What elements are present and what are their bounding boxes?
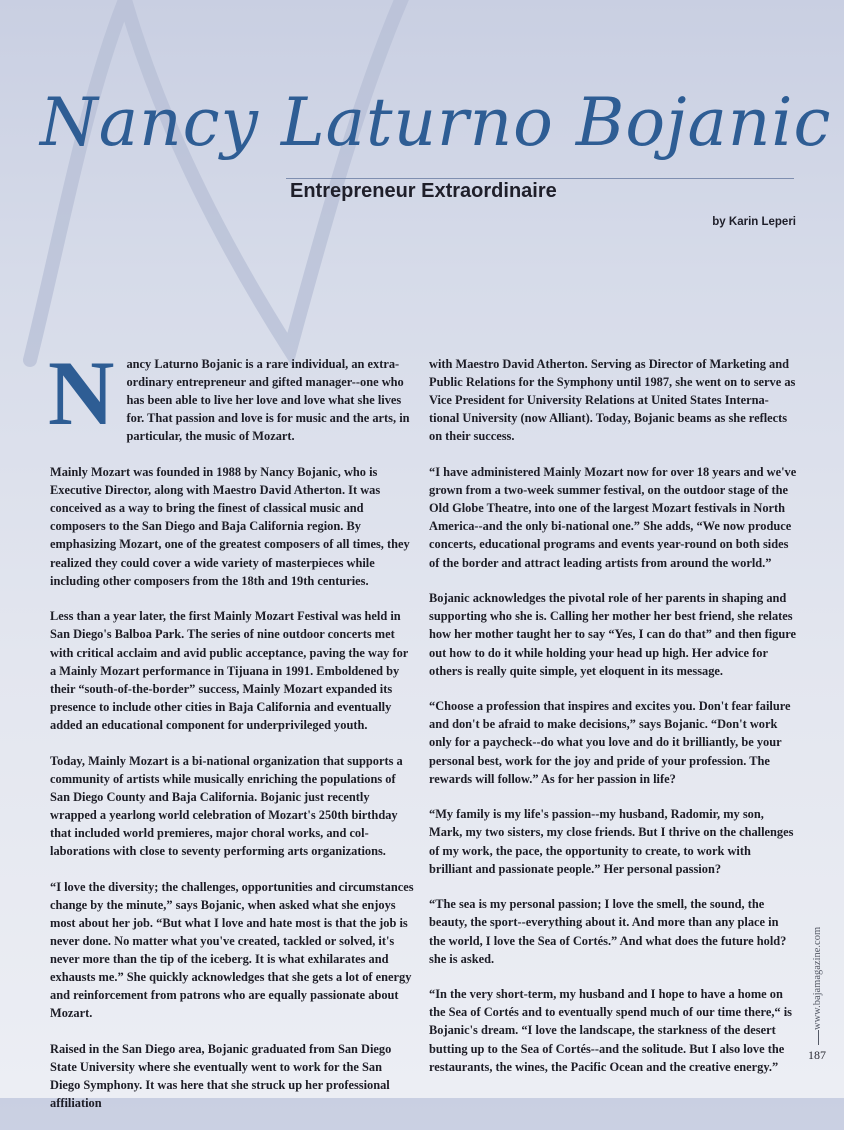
- paragraph-text: ancy Laturno Bojanic is a rare individual, an extra-ordinary entrepreneur and gifted manager--one who has been able to live her love and love what she lives for. That passion and love is for music and the arts, in particular, the music of Mozart.: [126, 357, 410, 444]
- paragraph: [48, 342, 414, 445]
- paragraph: “The sea is my personal passion; I love the smell, the sound, the beauty, the sport--everything about it. And more than any place in the world, I love the Sea of Cortés.” And what does the future hold? she is asked.: [429, 897, 787, 966]
- paragraph: with Maestro David Atherton. Serving as Director of Marketing and Public Relations for the Symphony until 1987, she went on to serve as Vice President for University Relations at United States Interna-tional University (now Alliant). Today, Bojanic beams as she reflects on their success.: [429, 357, 796, 444]
- paragraph: Raised in the San Diego area, Bojanic graduated from San Diego State University where she eventually went to work for the San Diego Symphony. It was here that she struck up her professional affiliation: [50, 1042, 392, 1111]
- left-column: [48, 342, 414, 1130]
- article-subtitle: Entrepreneur Extraordinaire: [290, 180, 557, 202]
- paragraph: Less than a year later, the first Mainly Mozart Festival was held in San Diego's Balboa Park. The series of nine outdoor concerts met with critical acclaim and avid public acceptance, paving the way for a Mainly Mozart performance in Tijuana in 1991. Emboldened by their “south-of-the-border” success, Mainly Mozart expanded its presence to include other cities in Baja California and eventually added an educational component for underprivileged youth.: [50, 609, 409, 732]
- author-byline: by Karin Leperi: [712, 216, 796, 228]
- paragraph: “I have administered Mainly Mozart now for over 18 years and we've grown from a two-week summer festival, on the outdoor stage of the Old Globe Theatre, into one of the largest Mozart festivals in North America--and the only bi-national one.” She adds, “We now produce concerts, educational programs and events year-round on both sides of the border and attract leading artists from around the world.”: [429, 465, 797, 570]
- paragraph: Mainly Mozart was founded in 1988 by Nancy Bojanic, who is Executive Director, along with Maestro David Atherton. It was conceived as a way to bring the finest of classical music and composers to the San Diego and Baja California region. By emphasizing Mozart, one of the greatest composers of all times, they realized they could cover a wide variety of masterpieces while including other composers from the 18th and 19th centuries.: [50, 465, 410, 588]
- paragraph: “I love the diversity; the challenges, opportunities and circumstances change by the minute,” says Bojanic, when asked what she enjoys most about her job. “But what I love and hate most is that the job is never done. No matter what you've created, tackled or solved, it's never more than the tip of the iceberg. It is what exhilarates and exhausts me.” She quickly acknowledges that she gets a lot of energy and reinforcement from patrons who are equally passionate about Mozart.: [50, 879, 414, 1021]
- paragraph: Bojanic acknowledges the pivotal role of her parents in shaping and supporting who she is. Calling her mother her best friend, she relates how her mother taught her to say “Yes, I can do that” and then figure out how to do it while holding your head up high. Her advice for others is really quite simple, yet eloquent in its message.: [429, 591, 797, 678]
- page-number-rule: [818, 1030, 819, 1045]
- page-number: 187: [808, 1048, 826, 1062]
- website-url: [812, 920, 826, 1030]
- paragraph: “Choose a profession that inspires and excites you. Don't fear failure and don't be afraid to make decisions,” says Bojanic. “Don't work only for a paycheck--do what you love and do it brilliantly, be your personal best, work for the joy and pride of your profession. The rewards will follow.” As for her passion in life?: [429, 699, 791, 786]
- paragraph: “In the very short-term, my husband and I hope to have a home on the Sea of Cortés and to eventually spend much of our time there,“ is Bojanic's dream. “I love the landscape, the starkness of the desert butting up to the Sea of Cortés--and the solitude. But I also love the restaurants, the wines, the Pacific Ocean and the creative energy.”: [429, 987, 792, 1074]
- article-title: Nancy Laturno Bojanic: [40, 84, 832, 161]
- paragraph: “My family is my life's passion--my husband, Radomir, my son, Mark, my two sisters, my close friends. But I thrive on the challenges of my work, the pace, the opportunity to create, to work with brilliant and passionate people.” Her personal passion?: [429, 807, 794, 876]
- website-url-text: www.bajamagazine.com: [812, 926, 823, 1030]
- paragraph: Today, Mainly Mozart is a bi-national organization that supports a community of artists while musically enriching the populations of San Diego County and Baja California. Bojanic just recently wrapped a yearlong world celebration of Mozart's 250th birthday that included world premieres, major choral works, and col-laborations with close to seventy performing arts organizations.: [50, 753, 403, 859]
- right-column: [429, 355, 797, 1093]
- drop-cap: N: [48, 342, 115, 444]
- title-divider: [286, 178, 794, 179]
